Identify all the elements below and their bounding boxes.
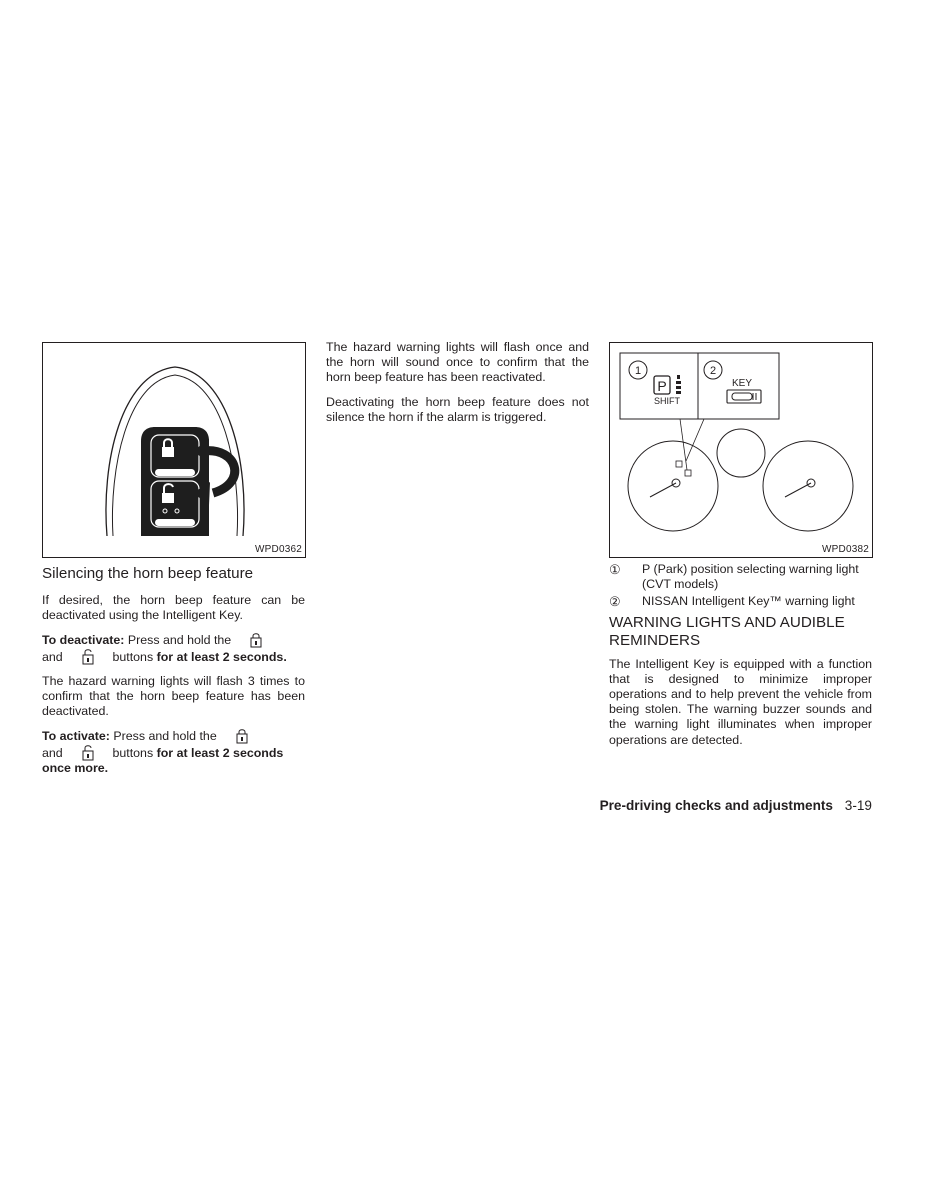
deactivate-instruction	[42, 632, 305, 664]
and-text: and	[42, 649, 63, 664]
shift-text: SHIFT	[654, 396, 680, 406]
deactivate-duration: for at least 2 seconds.	[156, 649, 287, 664]
key-text: KEY	[731, 378, 753, 389]
left-column	[42, 564, 305, 785]
footer-section-title: Pre-driving checks and adjustments	[599, 798, 833, 813]
page-number: 3-19	[844, 798, 872, 813]
legend-text: P (Park) position selecting warning light (CVT models)	[642, 562, 859, 592]
section-heading: WARNING LIGHTS AND AUDIBLE REMINDERS	[609, 613, 845, 649]
unlock-button-icon	[82, 649, 94, 665]
activate-text: Press and hold the	[113, 729, 217, 744]
buttons-text: buttons	[112, 649, 154, 664]
legend-number: ①	[609, 562, 621, 577]
intro-paragraph: If desired, the horn beep feature can be deactivated using the Intelligent Key.	[42, 593, 305, 623]
section-subheading: Silencing the horn beep feature	[42, 565, 254, 582]
figure-code-right: WPD0382	[822, 544, 869, 555]
legend-number: ②	[609, 594, 621, 610]
right-column	[609, 562, 872, 757]
flash-confirmation-paragraph: The hazard warning lights will flash 3 times to confirm that the horn beep feature has been deactivated.	[42, 673, 305, 719]
park-letter: P	[657, 378, 667, 394]
meter-drawing	[610, 343, 872, 557]
legend-text: NISSAN Intelligent Key™ warning light	[642, 594, 855, 609]
legend-item-key-warning	[609, 594, 872, 609]
page-footer	[592, 797, 872, 815]
legend-item-park-warning	[609, 562, 872, 592]
panel-num-2: 2	[709, 365, 717, 377]
intelligent-key-function-paragraph: The Intelligent Key is equipped with a function that is designed to minimize improper operations and to help prevent the vehicle from being stolen. The warning buzzer sounds and the warning light illuminates when improper operations are detected.	[609, 656, 872, 747]
activate-duration: for at least 2 seconds once more.	[42, 745, 284, 775]
and-text: and	[42, 745, 63, 760]
activate-label: To activate:	[42, 729, 110, 744]
meter-warning-lights-illustration	[609, 342, 873, 558]
key-fob-illustration	[42, 342, 306, 558]
activate-instruction	[42, 728, 305, 776]
lock-button-icon	[250, 632, 262, 648]
figure-code-left: WPD0362	[255, 544, 302, 555]
alarm-note-paragraph: Deactivating the horn beep feature does not silence the horn if the alarm is triggered.	[326, 394, 589, 424]
deactivate-text: Press and hold the	[127, 633, 232, 648]
unlock-button-icon	[82, 745, 94, 761]
buttons-text: buttons	[112, 745, 154, 760]
lock-button-icon	[236, 728, 248, 744]
deactivate-label: To deactivate:	[42, 633, 125, 648]
key-fob-drawing	[43, 343, 305, 557]
panel-num-1: 1	[634, 365, 642, 377]
middle-column	[326, 340, 589, 434]
reactivated-paragraph: The hazard warning lights will flash once and the horn will sound once to confirm that the horn beep feature has been reactivated.	[326, 340, 589, 385]
